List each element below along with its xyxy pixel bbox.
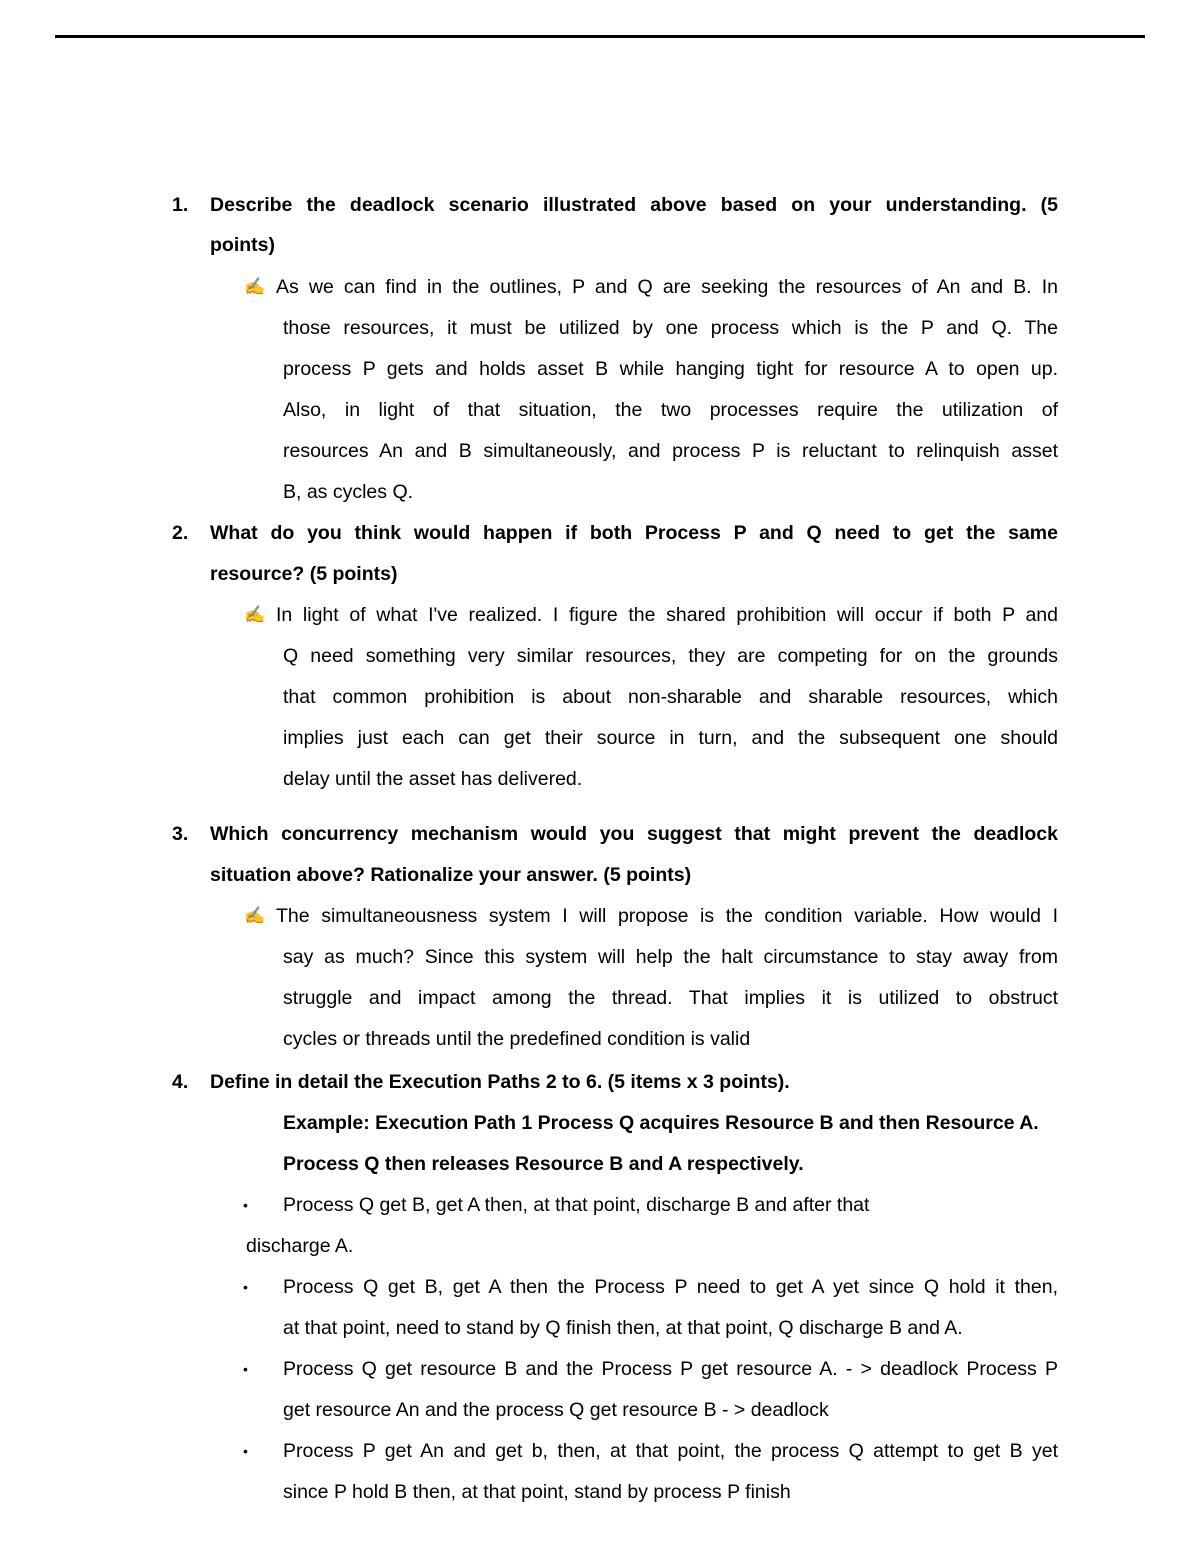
answer-2-text: In light of what I've realized. I figure the shared prohibition will occur if both P and bbox=[276, 604, 1058, 626]
example-text: Example: Execution Path 1 Process Q acquires Resource B and then Resource A. bbox=[283, 1112, 1039, 1134]
question-3-text: situation above? Rationalize your answer. (5 points) bbox=[210, 864, 692, 886]
answer-2-text: Q need something very similar resources, they are competing for on the grounds bbox=[283, 645, 1058, 667]
answer-3-text: The simultaneousness system I will propose is the condition variable. How would I bbox=[276, 905, 1058, 927]
bullet-2-text: at that point, need to stand by Q finish then, at that point, Q discharge B and A. bbox=[283, 1317, 963, 1339]
answer-2-text: that common prohibition is about non-sharable and sharable resources, which bbox=[283, 686, 1058, 708]
bullet-icon: • bbox=[243, 1361, 248, 1377]
question-2-text: resource? (5 points) bbox=[210, 563, 398, 585]
answer-3-text: struggle and impact among the thread. That implies it is utilized to obstruct bbox=[283, 987, 1058, 1009]
bullet-3-text: get resource An and the process Q get resource B - > deadlock bbox=[283, 1399, 829, 1421]
question-2-text: What do you think would happen if both Process P and Q need to get the same bbox=[210, 522, 1058, 544]
answer-1-text: those resources, it must be utilized by one process which is the P and Q. The bbox=[283, 317, 1058, 339]
question-4-text: Define in detail the Execution Paths 2 to 6. (5 items x 3 points). bbox=[210, 1071, 790, 1093]
example-text: Process Q then releases Resource B and A respectively. bbox=[283, 1153, 804, 1175]
writing-hand-icon: ✍ bbox=[244, 906, 266, 925]
bullet-1-text: Process Q get B, get A then, at that point, discharge B and after that bbox=[283, 1194, 870, 1216]
answer-1-text: process P gets and holds asset B while hanging tight for resource A to open up. bbox=[283, 358, 1058, 380]
bullet-icon: • bbox=[243, 1279, 248, 1295]
question-1-text: Describe the deadlock scenario illustrated above based on your understanding. (5 bbox=[210, 194, 1058, 216]
writing-hand-icon: ✍ bbox=[244, 277, 266, 296]
answer-1-text: Also, in light of that situation, the two processes require the utilization of bbox=[283, 399, 1058, 421]
bullet-3-text: Process Q get resource B and the Process P get resource A. - > deadlock Process P bbox=[283, 1358, 1058, 1380]
question-2-number: 2. bbox=[172, 522, 189, 544]
answer-3-text: cycles or threads until the predefined condition is valid bbox=[283, 1028, 751, 1050]
answer-2-text: delay until the asset has delivered. bbox=[283, 768, 583, 790]
answer-2-text: implies just each can get their source in turn, and the subsequent one should bbox=[283, 727, 1058, 749]
answer-1-text: B, as cycles Q. bbox=[283, 481, 414, 503]
question-3-number: 3. bbox=[172, 823, 189, 845]
bullet-2-text: Process Q get B, get A then the Process P need to get A yet since Q hold it then, bbox=[283, 1276, 1058, 1298]
writing-hand-icon: ✍ bbox=[244, 605, 266, 624]
bullet-icon: • bbox=[243, 1197, 248, 1213]
question-3-text: Which concurrency mechanism would you suggest that might prevent the deadlock bbox=[210, 823, 1058, 845]
answer-1-text: As we can find in the outlines, P and Q are seeking the resources of An and B. In bbox=[276, 276, 1058, 298]
question-1-text: points) bbox=[210, 234, 275, 256]
question-1-number: 1. bbox=[172, 194, 189, 216]
answer-1-text: resources An and B simultaneously, and process P is reluctant to relinquish asset bbox=[283, 440, 1058, 462]
bullet-1-text: discharge A. bbox=[246, 1235, 354, 1257]
question-4-number: 4. bbox=[172, 1071, 189, 1093]
bullet-4-text: Process P get An and get b, then, at that point, the process Q attempt to get B yet bbox=[283, 1440, 1058, 1462]
answer-3-text: say as much? Since this system will help the halt circumstance to stay away from bbox=[283, 946, 1058, 968]
bullet-icon: • bbox=[243, 1443, 248, 1459]
header-rule bbox=[55, 35, 1145, 38]
bullet-4-text: since P hold B then, at that point, stand by process P finish bbox=[283, 1481, 791, 1503]
